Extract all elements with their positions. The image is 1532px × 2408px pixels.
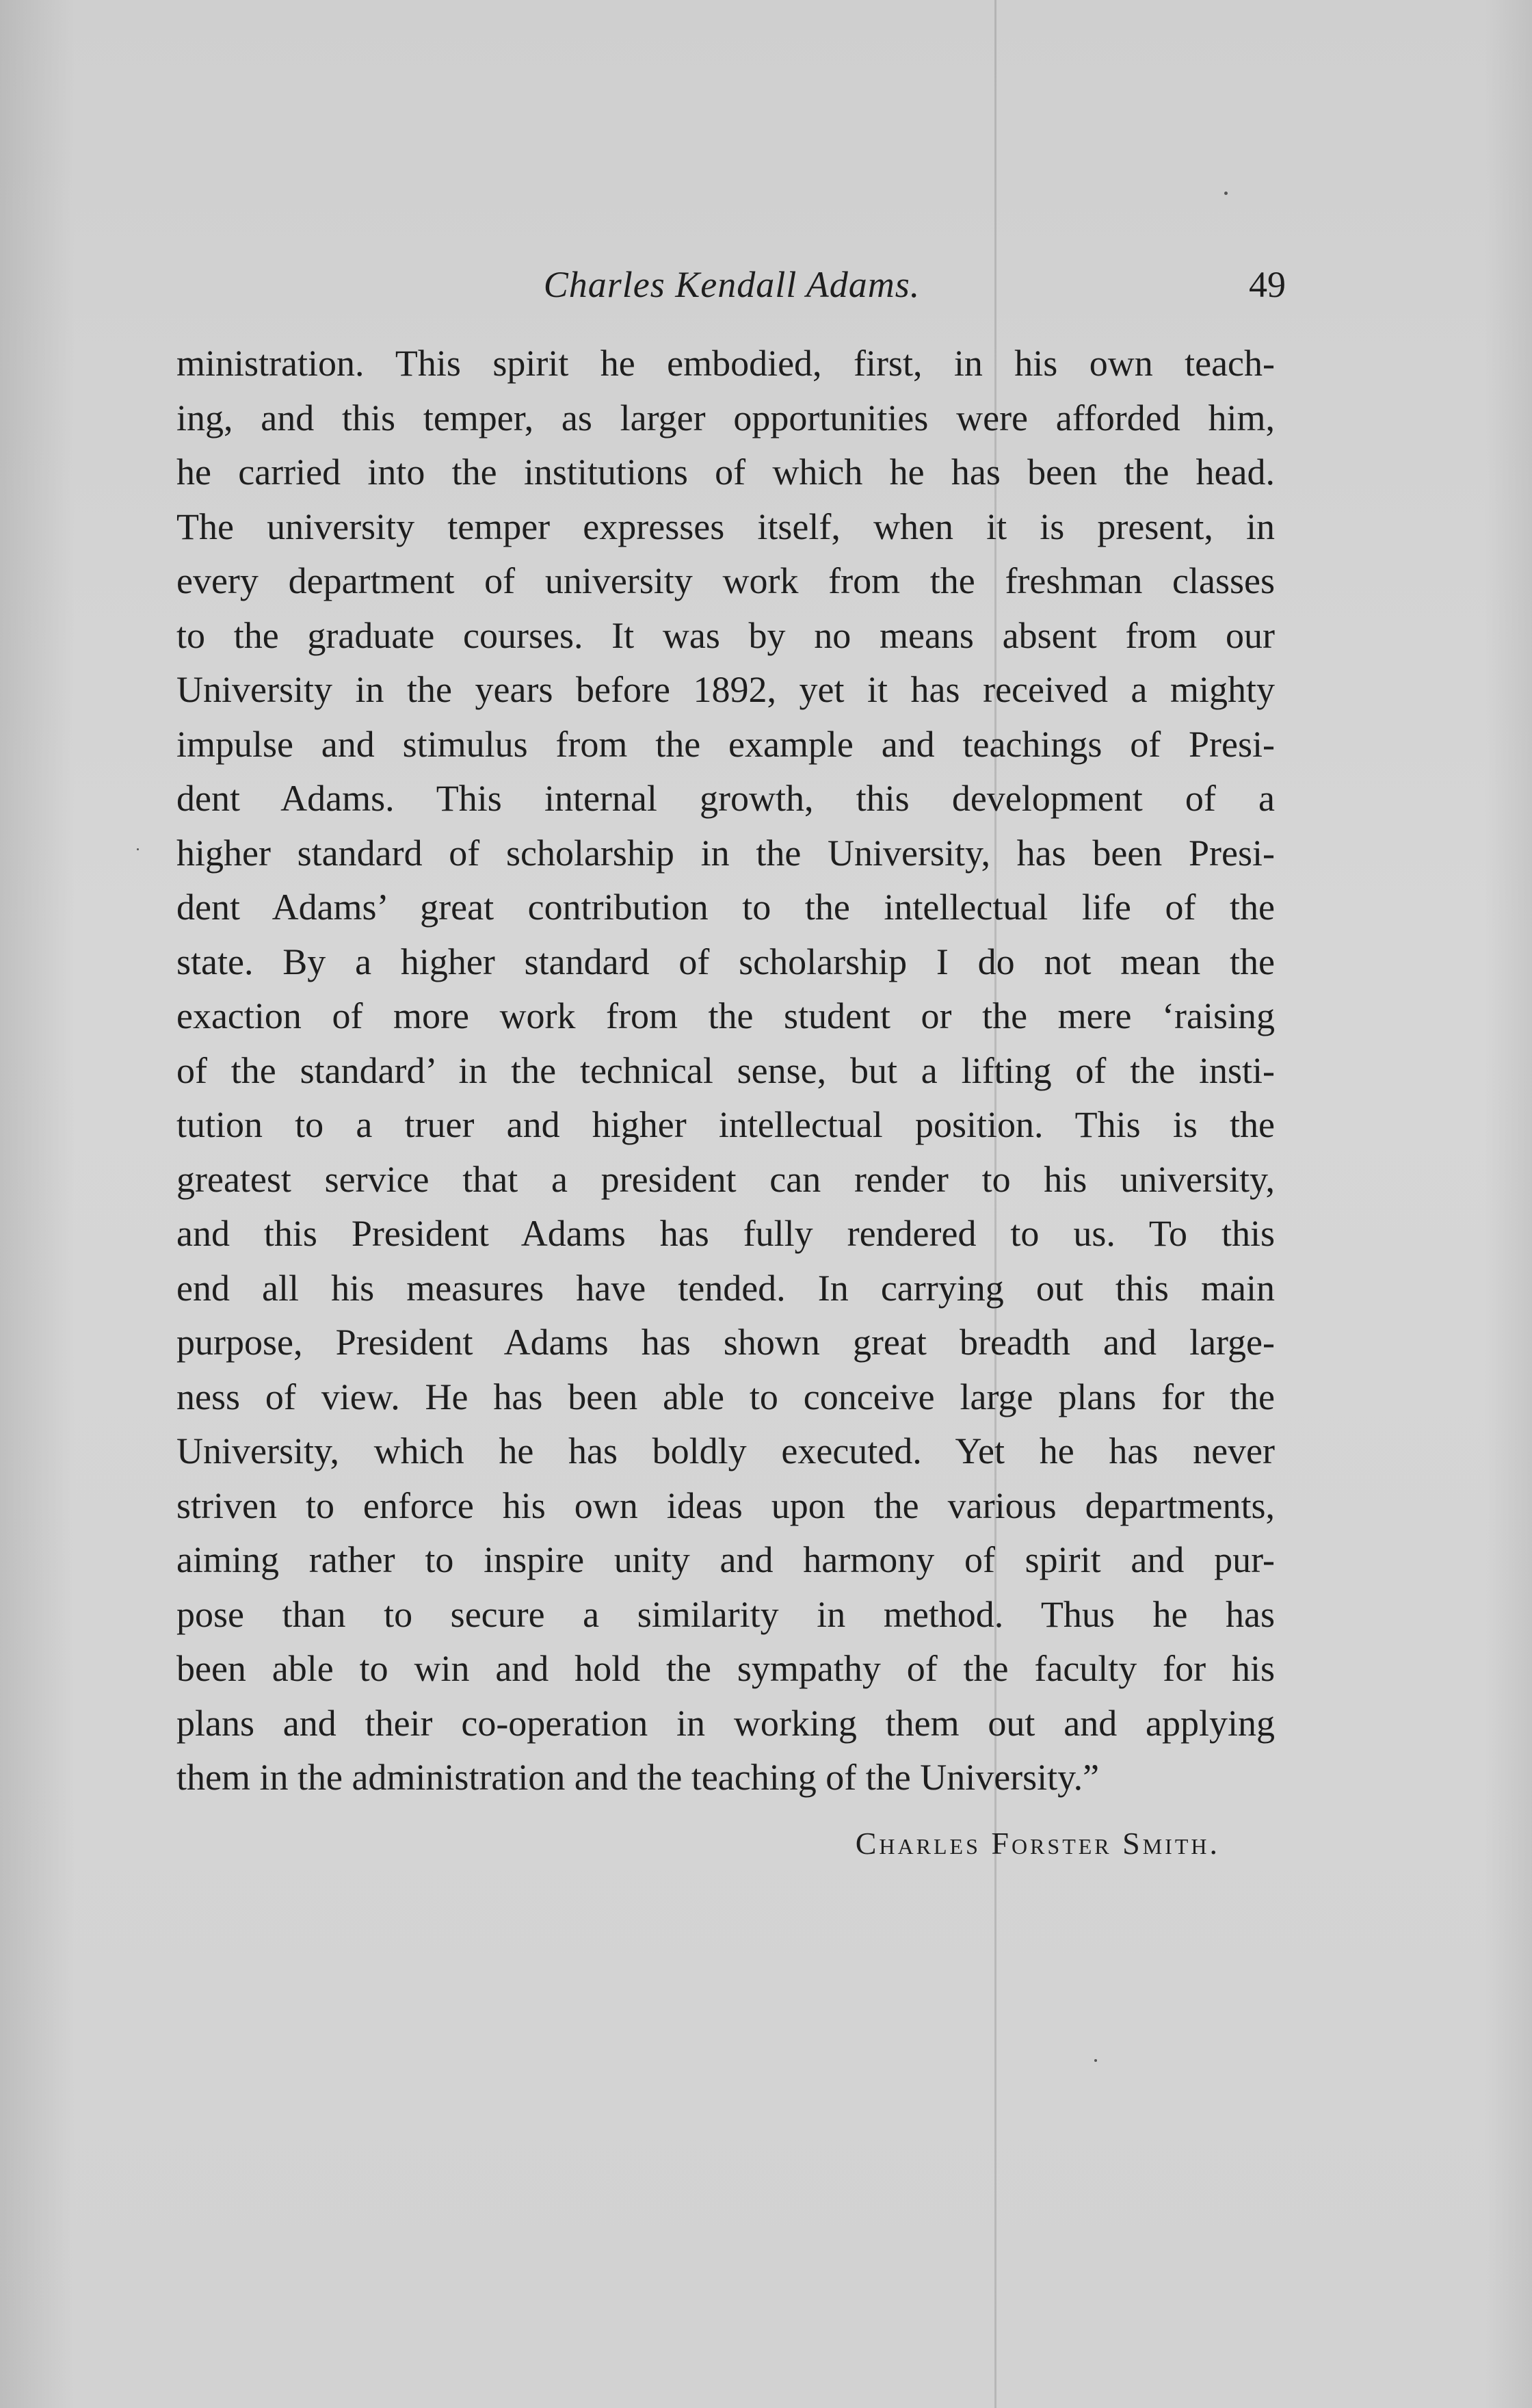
text-line: them in the administration and the teaching of the University.” — [176, 1757, 1100, 1798]
text-line: higher standard of scholarship in the University, has been Presi- — [176, 832, 1275, 874]
text-line: dent Adams’ great contribution to the intellectual life of the — [176, 887, 1275, 928]
text-line: exaction of more work from the student or the mere ‘raising — [176, 995, 1275, 1036]
scan-speck — [1094, 2059, 1097, 2062]
text-line: purpose, President Adams has shown great breadth and large- — [176, 1322, 1275, 1363]
text-line: aiming rather to inspire unity and harmony of spirit and pur- — [176, 1539, 1275, 1580]
text-line: striven to enforce his own ideas upon the various departments, — [176, 1484, 1275, 1526]
text-line: of the standard’ in the technical sense, but a lifting of the insti- — [176, 1049, 1275, 1091]
scan-shadow-left — [0, 0, 75, 2408]
text-line: ness of view. He has been able to conceive large plans for the — [176, 1376, 1275, 1417]
body-text — [176, 337, 1275, 1805]
scan-speck — [1224, 192, 1228, 195]
text-line: to the graduate courses. It was by no means absent from our — [176, 614, 1275, 656]
text-line: been able to win and hold the sympathy of the faculty for his — [176, 1648, 1275, 1689]
text-line: tution to a truer and higher intellectual position. This is the — [176, 1104, 1275, 1145]
text-line: plans and their co-operation in working them out and applying — [176, 1702, 1275, 1744]
running-title: Charles Kendall Adams. — [543, 264, 921, 305]
text-line: pose than to secure a similarity in method. Thus he has — [176, 1593, 1275, 1635]
text-line: end all his measures have tended. In carrying out this main — [176, 1267, 1275, 1309]
text-line: impulse and stimulus from the example and teachings of Presi- — [176, 723, 1275, 765]
text-line: and this President Adams has fully rendered to us. To this — [176, 1213, 1275, 1254]
signature: Charles Forster Smith. — [855, 1826, 1220, 1861]
text-line: University, which he has boldly executed. Yet he has never — [176, 1430, 1275, 1471]
text-line: University in the years before 1892, yet it has received a mighty — [176, 669, 1275, 710]
text-line: ministration. This spirit he embodied, first, in his own teach- — [176, 343, 1275, 384]
scan-shadow-right — [1484, 0, 1532, 2408]
text-line: dent Adams. This internal growth, this development of a — [176, 778, 1275, 819]
page-number: 49 — [1249, 264, 1286, 305]
text-line: every department of university work from the freshman classes — [176, 560, 1275, 601]
page-header — [178, 263, 1286, 325]
text-line: ing, and this temper, as larger opportunities were afforded him, — [176, 397, 1275, 439]
text-line: greatest service that a president can render to his university, — [176, 1158, 1275, 1200]
text-line: he carried into the institutions of which he has been the head. — [176, 452, 1275, 493]
text-line: state. By a higher standard of scholarship I do not mean the — [176, 941, 1275, 982]
scan-speck — [137, 848, 139, 850]
text-line: The university temper expresses itself, when it is present, in — [176, 506, 1275, 547]
